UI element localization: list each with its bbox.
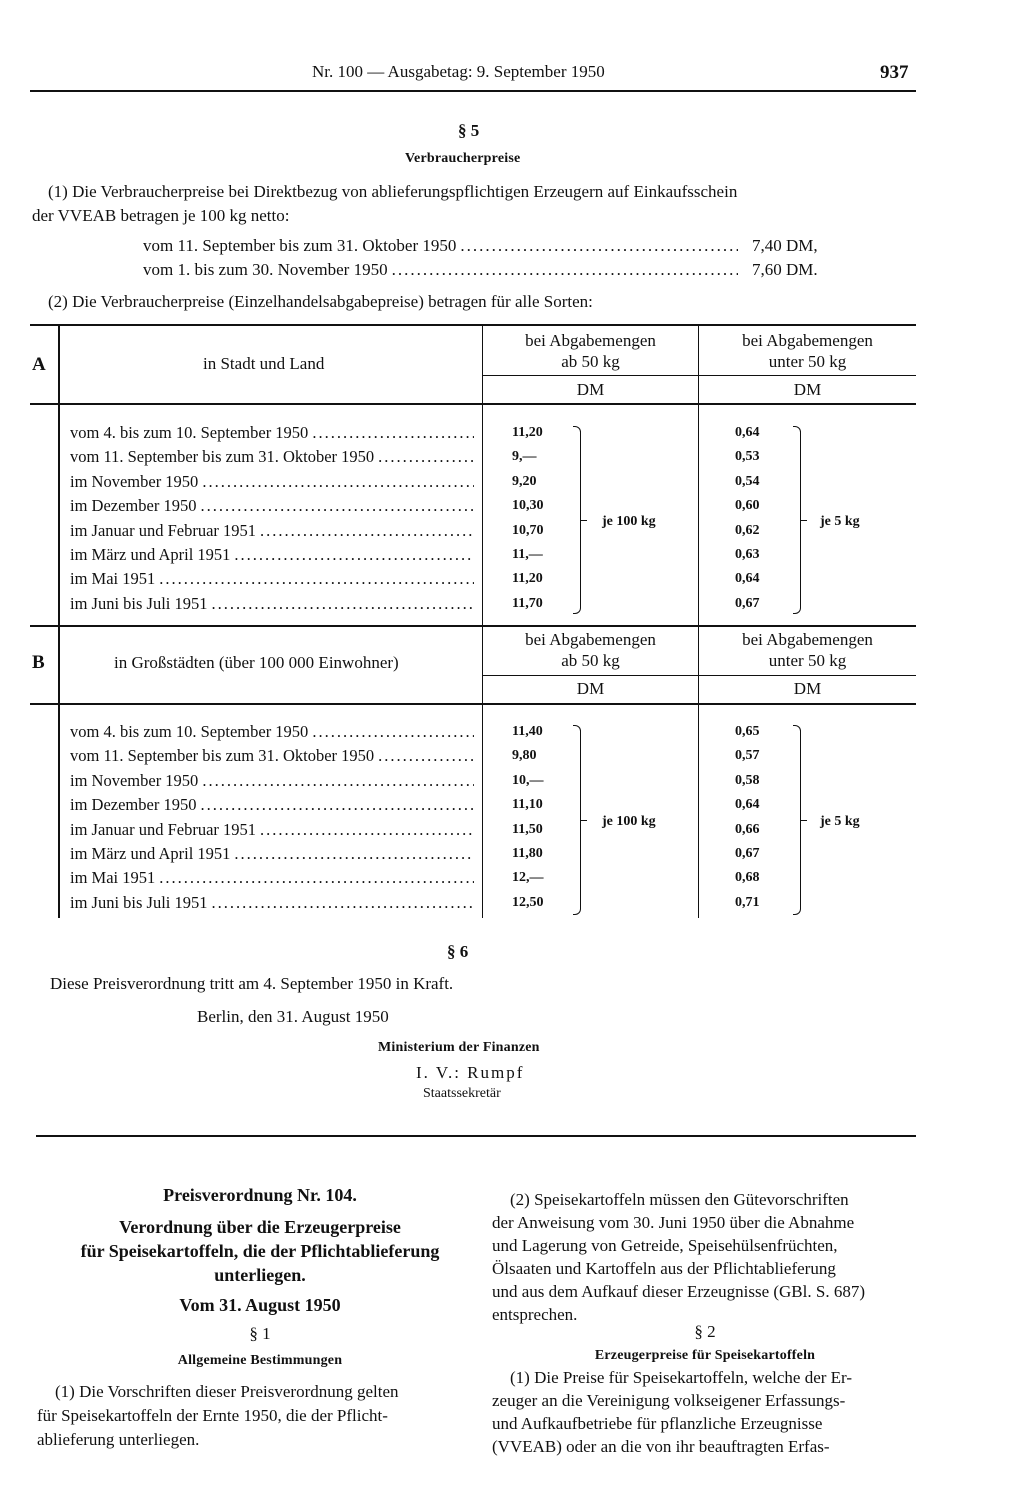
brace-a-large [573, 426, 581, 614]
s5-period-1-value: 7,40 DM, [752, 236, 818, 255]
a-col2-unit: DM [793, 380, 822, 399]
row-period-text: im Juni bis Juli 1951 [70, 892, 208, 912]
row-price-small: 0,67 [735, 595, 760, 611]
ordinance-subtitle-2: für Speisekartoffeln, die der Pflichtablieferung [80, 1241, 440, 1261]
row-price-small: 0,71 [735, 894, 760, 910]
row-price-large: 10,— [512, 772, 544, 788]
b-col1-unit: DM [576, 679, 605, 698]
s2-symbol: § 2 [694, 1322, 716, 1341]
r-line-1: (2) Speisekartoffeln müssen den Gütevorschriften [510, 1190, 849, 1209]
section-b-letter: B [32, 652, 45, 673]
s1-line-2: für Speisekartoffeln der Ernte 1950, die der Pflicht- [37, 1406, 388, 1425]
s1-line-1: (1) Die Vorschriften dieser Preisverordnung gelten [55, 1382, 399, 1401]
leader-dots [378, 447, 474, 467]
leader-dots [212, 594, 474, 614]
table-row-period [70, 521, 474, 541]
leader-dots [312, 423, 474, 443]
row-price-small: 0,64 [735, 425, 760, 440]
leader-dots [200, 496, 474, 516]
row-period-text: im März und April 1951 [70, 844, 231, 863]
leader-dots [260, 521, 474, 541]
leader-dots [234, 844, 474, 864]
row-price-large: 9,80 [512, 748, 537, 764]
row-price-small: 0,54 [735, 473, 760, 489]
row-price-small: 0,65 [735, 724, 760, 739]
b-col1-head-line1: bei Abgabemengen [525, 630, 656, 649]
r-line-3: und Lagerung von Getreide, Speisehülsenfrüchten, [492, 1236, 838, 1255]
row-period-text: im Juni bis Juli 1951 [70, 593, 208, 613]
row-price-small: 0,53 [735, 449, 760, 465]
row-price-small: 0,63 [735, 547, 760, 562]
a-unit-small: je 5 kg [820, 514, 860, 529]
table-row-period [70, 771, 474, 791]
table-row-period [70, 820, 474, 840]
leader-dots [312, 722, 474, 742]
row-price-small: 0,57 [735, 748, 760, 764]
signatory: I. V.: Rumpf [416, 1063, 525, 1082]
row-price-small: 0,67 [735, 846, 760, 861]
s5-period-2-value: 7,60 DM. [752, 260, 818, 279]
r-line-6: entsprechen. [492, 1305, 578, 1324]
s2-line-1: (1) Die Preise für Speisekartoffeln, welche der Er- [510, 1368, 853, 1387]
leader-dots [260, 820, 474, 840]
row-period-text: im März und April 1951 [70, 545, 231, 564]
row-price-large: 11,— [512, 547, 543, 562]
row-period-text: im Mai 1951 [70, 569, 156, 589]
s5-period-2 [143, 258, 738, 281]
row-period-text: im Dezember 1950 [70, 795, 197, 815]
row-price-large: 12,50 [512, 894, 544, 910]
header-issue-line: Nr. 100 — Ausgabetag: 9. September 1950 [312, 62, 605, 81]
section-b-label: in Großstädten (über 100 000 Einwohner) [114, 653, 399, 672]
table-a-left-rule [58, 325, 60, 625]
section-6-text: Diese Preisverordnung tritt am 4. September 1950 in Kraft. [50, 974, 454, 993]
row-price-small: 0,66 [735, 821, 760, 837]
row-price-large: 10,30 [512, 498, 544, 514]
row-period-text: vom 4. bis zum 10. September 1950 [70, 722, 309, 741]
b-col2-head-line2: unter 50 kg [768, 651, 847, 670]
brace-a-small [793, 426, 801, 614]
table-row-period [70, 423, 474, 443]
table-b-head-rule [30, 703, 916, 705]
ordinance-subtitle-3: unterliegen. [214, 1265, 306, 1285]
table-b-left-rule [58, 626, 60, 918]
header-rule [30, 90, 916, 92]
leader-dots [202, 472, 474, 492]
signatory-role: Staatssekretär [423, 1086, 501, 1101]
section-divider [36, 1135, 916, 1137]
s2-line-4: (VVEAB) oder an die von ihr beauftragten Erfas- [492, 1437, 830, 1456]
table-row-period [70, 868, 474, 888]
row-period-text: im Januar und Februar 1951 [70, 819, 257, 839]
row-period-text: vom 11. September bis zum 31. Oktober 1950 [70, 746, 375, 766]
section-a-letter: A [32, 354, 46, 375]
r-line-2: der Anweisung vom 30. Juni 1950 über die Abnahme [492, 1213, 855, 1232]
table-b-dm-rule [483, 675, 916, 676]
a-unit-large: je 100 kg [602, 514, 656, 529]
row-price-small: 0,58 [735, 772, 760, 788]
row-price-large: 11,40 [512, 724, 543, 739]
table-row-period [70, 594, 474, 614]
s5-para1-line2: der VVEAB betragen je 100 kg netto: [32, 206, 290, 225]
leader-dots [200, 795, 474, 815]
table-row-period [70, 722, 474, 742]
row-period-text: im Januar und Februar 1951 [70, 520, 257, 540]
table-row-period [70, 472, 474, 492]
brace-b-large [573, 725, 581, 915]
a-col1-head-line2: ab 50 kg [561, 352, 620, 371]
row-period-text: im Dezember 1950 [70, 496, 197, 516]
s5-para2: (2) Die Verbraucherpreise (Einzelhandelsabgabepreise) betragen für alle Sorten: [48, 292, 593, 311]
s5-period-1-text: vom 11. September bis zum 31. Oktober 1950 [143, 236, 457, 255]
s5-para1-line1: (1) Die Verbraucherpreise bei Direktbezug von ablieferungspflichtigen Erzeugern auf Einkaufsschein [48, 182, 738, 201]
row-price-large: 12,— [512, 870, 544, 886]
row-price-large: 11,70 [512, 595, 543, 611]
row-period-text: im November 1950 [70, 471, 199, 491]
leader-dots [202, 771, 474, 791]
page-number: 937 [880, 62, 909, 83]
s1-title: Allgemeine Bestimmungen [177, 1353, 343, 1368]
b-unit-small: je 5 kg [820, 814, 860, 829]
table-row-period [70, 545, 474, 565]
leader-dots [378, 746, 474, 766]
row-price-large: 10,70 [512, 522, 544, 538]
ordinance-subtitle-1: Verordnung über die Erzeugerpreise [119, 1217, 401, 1237]
table-row-period [70, 893, 474, 913]
row-price-large: 11,20 [512, 425, 543, 440]
ordinance-title: Preisverordnung Nr. 104. [163, 1185, 357, 1205]
s2-line-2: zeuger an die Vereinigung volkseigener Erfassungs- [492, 1391, 846, 1410]
section-5-title: Verbraucherpreise [405, 151, 521, 166]
r-line-5: und aus dem Aufkauf dieser Erzeugnisse (GBl. S. 687) [492, 1282, 865, 1301]
ministry: Ministerium der Finanzen [378, 1040, 540, 1055]
row-period-text: vom 4. bis zum 10. September 1950 [70, 423, 309, 442]
row-period-text: im November 1950 [70, 770, 199, 790]
table-row-period [70, 496, 474, 516]
b-col2-unit: DM [793, 679, 822, 698]
b-col1-head-line2: ab 50 kg [561, 651, 620, 670]
leader-dots [212, 893, 474, 913]
leader-dots [234, 545, 474, 565]
row-price-small: 0,60 [735, 498, 760, 514]
row-price-large: 11,10 [512, 797, 543, 813]
row-price-small: 0,68 [735, 870, 760, 886]
s5-period-2-text: vom 1. bis zum 30. November 1950 [143, 260, 388, 279]
leader-dots [159, 868, 474, 888]
table-top-rule [30, 324, 916, 326]
s2-title: Erzeugerpreise für Speisekartoffeln [594, 1348, 816, 1363]
row-price-large: 11,50 [512, 821, 543, 837]
s2-line-3: und Aufkaufbetriebe für pflanzliche Erzeugnisse [492, 1414, 823, 1433]
row-period-text: vom 11. September bis zum 31. Oktober 1950 [70, 447, 375, 467]
table-row-period [70, 795, 474, 815]
table-b-top-rule [30, 625, 916, 627]
row-price-small: 0,64 [735, 797, 760, 813]
row-price-small: 0,62 [735, 522, 760, 538]
table-row-period [70, 844, 474, 864]
a-col1-unit: DM [576, 380, 605, 399]
b-col2-head-line1: bei Abgabemengen [742, 630, 873, 649]
b-unit-large: je 100 kg [602, 814, 656, 829]
s5-period-1 [143, 234, 738, 257]
section-6-symbol: § 6 [447, 942, 469, 961]
row-price-large: 9,20 [512, 473, 537, 489]
leader-dots [392, 258, 738, 281]
a-col2-head-line2: unter 50 kg [768, 352, 847, 371]
table-row-period [70, 569, 474, 589]
r-line-4: Ölsaaten und Kartoffeln aus der Pflichtablieferung [492, 1259, 836, 1278]
row-price-large: 9,— [512, 449, 537, 465]
a-col2-head-line1: bei Abgabemengen [742, 331, 873, 350]
place-date: Berlin, den 31. August 1950 [197, 1007, 389, 1026]
s1-symbol: § 1 [249, 1324, 271, 1343]
row-period-text: im Mai 1951 [70, 868, 156, 888]
section-a-label: in Stadt und Land [203, 354, 325, 373]
row-price-small: 0,64 [735, 571, 760, 587]
table-row-period [70, 746, 474, 766]
leader-dots [159, 569, 474, 589]
section-5-symbol: § 5 [458, 121, 480, 140]
row-price-large: 11,20 [512, 571, 543, 587]
table-a-head-rule [30, 403, 916, 405]
row-price-large: 11,80 [512, 846, 543, 861]
leader-dots [460, 234, 738, 257]
brace-b-small [793, 725, 801, 915]
ordinance-date: Vom 31. August 1950 [179, 1295, 341, 1315]
a-col1-head-line1: bei Abgabemengen [525, 331, 656, 350]
table-a-dm-rule [483, 375, 916, 376]
s1-line-3: ablieferung unterliegen. [37, 1430, 200, 1449]
table-row-period [70, 447, 474, 467]
